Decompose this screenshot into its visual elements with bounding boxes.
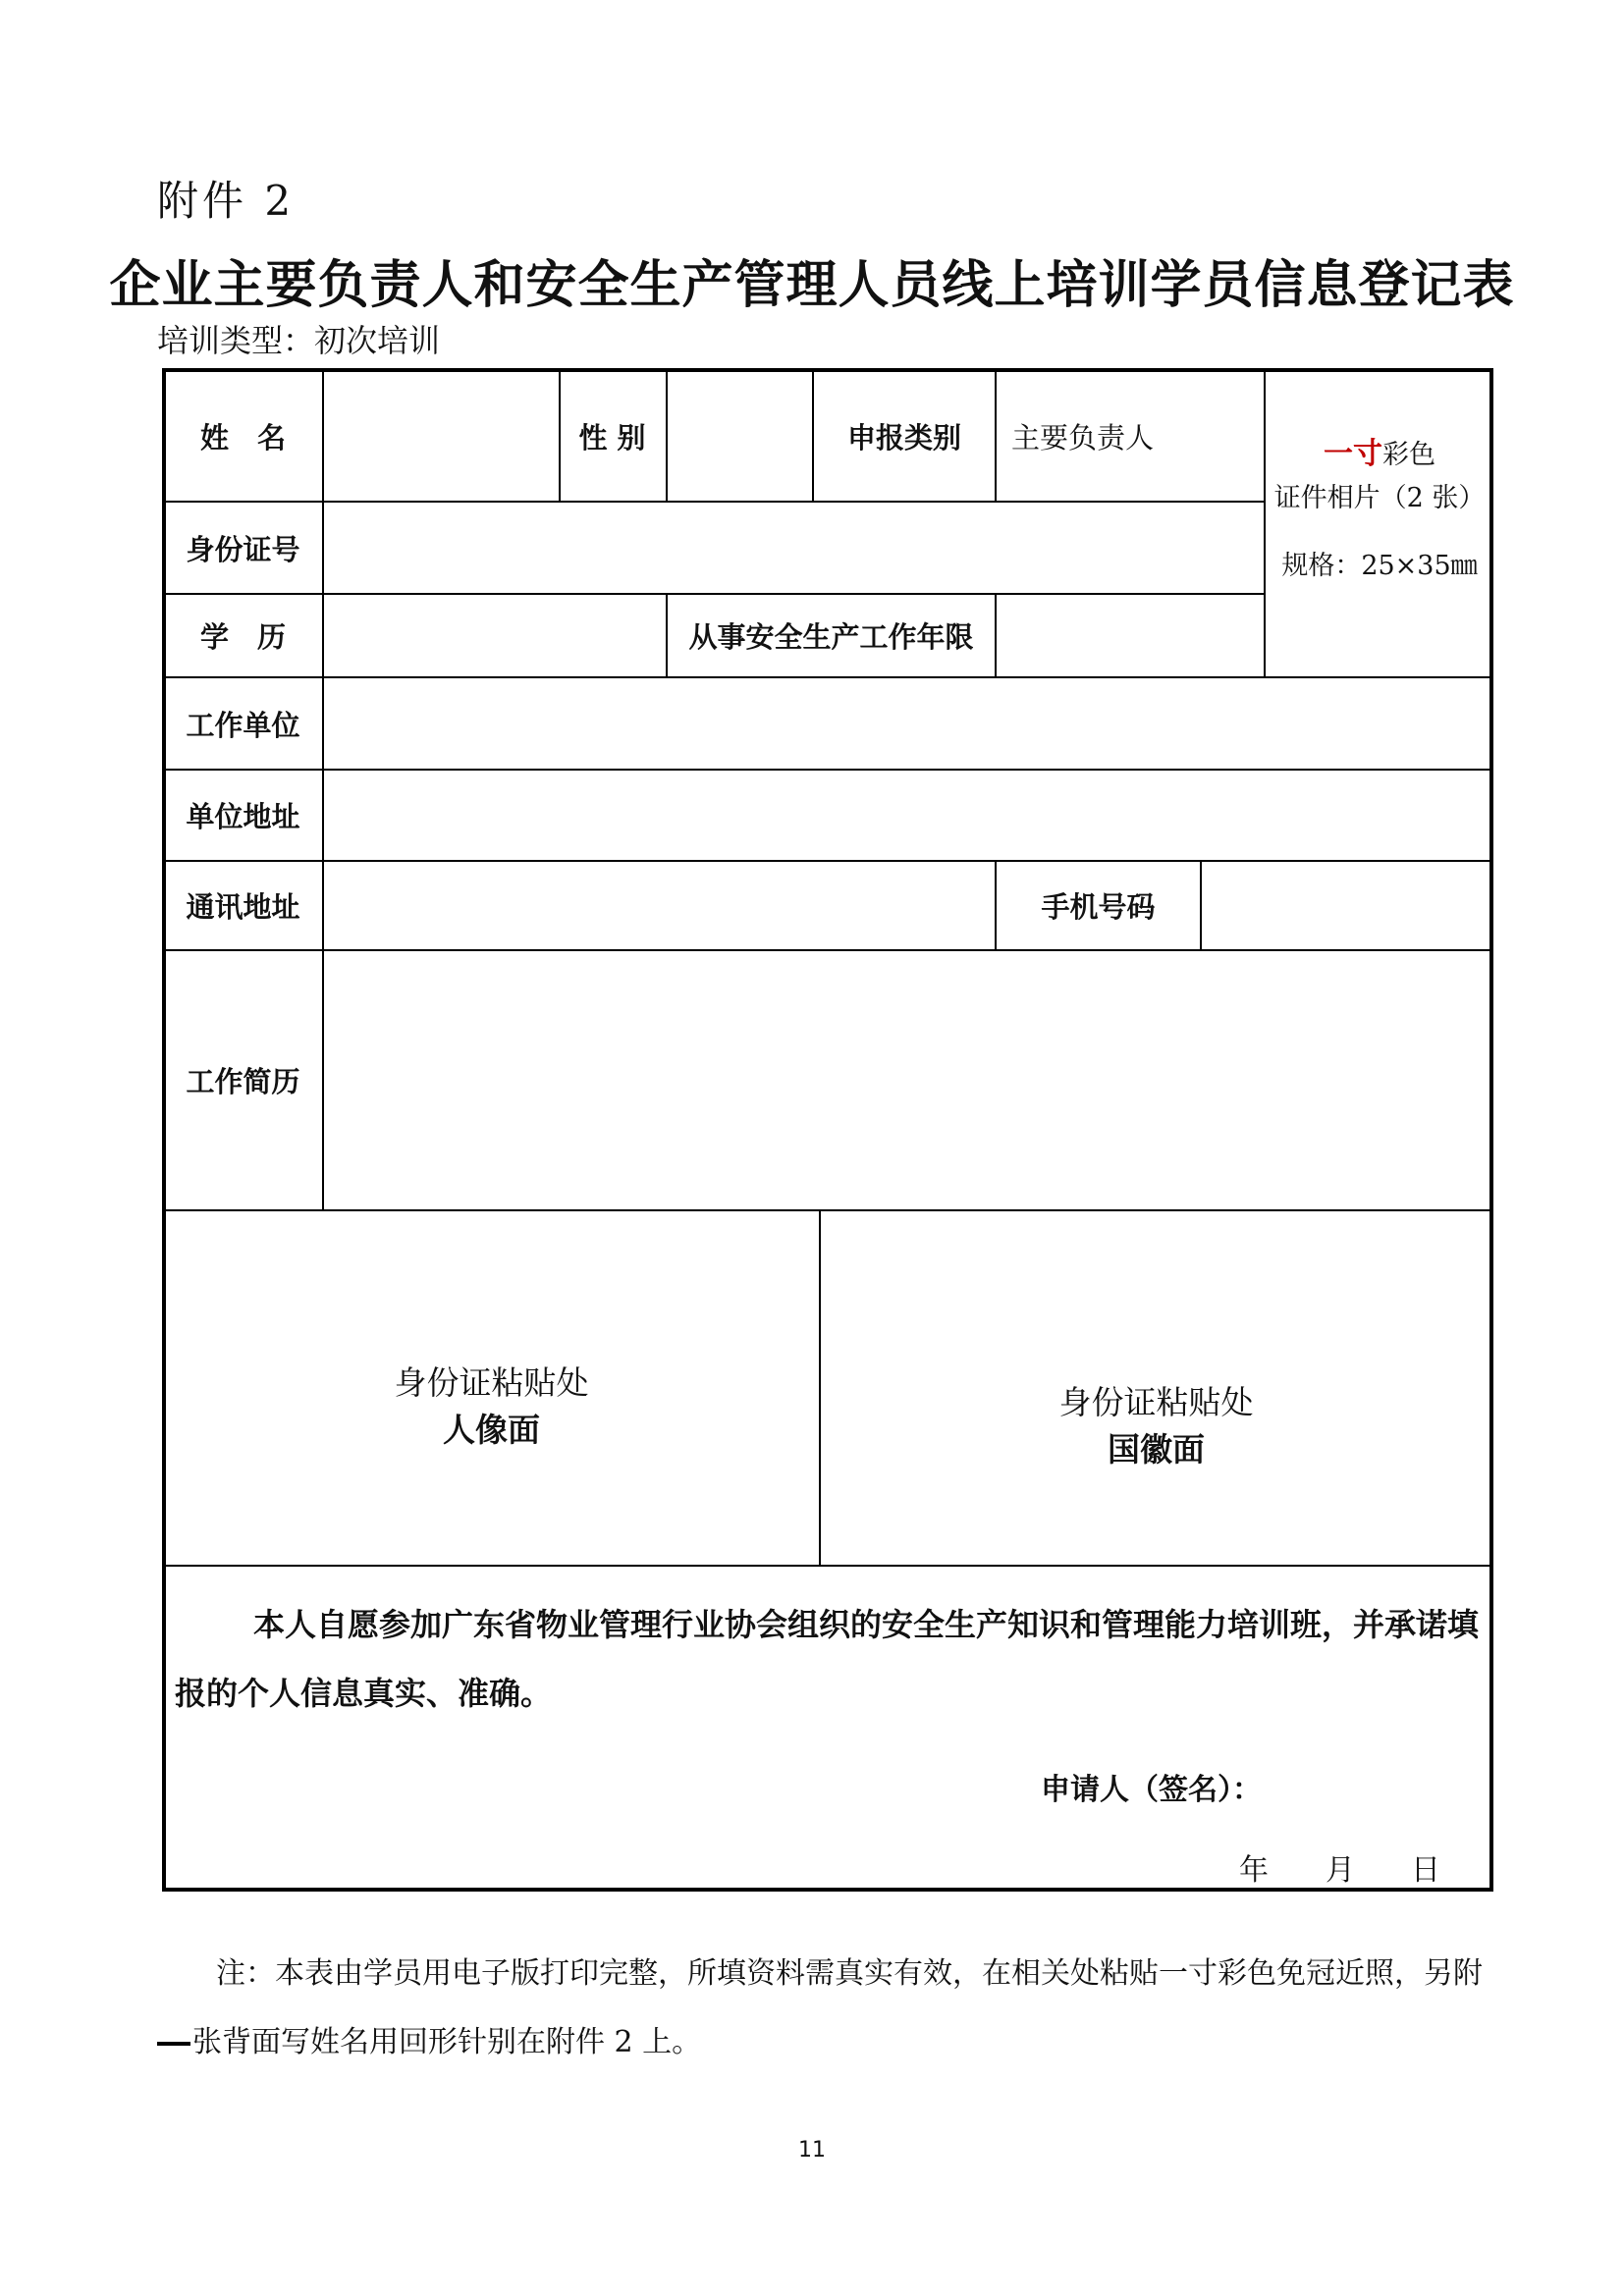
declaration-text: 本人自愿参加广东省物业管理行业协会组织的安全生产知识和管理能力培训班，并承诺填报的个人信息真实、准确。 <box>175 1606 1480 1712</box>
employer-label: 工作单位 <box>186 708 300 742</box>
photo-count: 证件相片（2 张） <box>1273 482 1486 513</box>
employer-field[interactable] <box>324 678 1491 769</box>
photo-size-red: 一寸 <box>1324 437 1382 471</box>
gender-field[interactable] <box>668 372 812 501</box>
page-number: 11 <box>798 2138 826 2163</box>
photo-spec: 规格：25×35㎜ <box>1281 551 1478 582</box>
id-back-line1: 身份证粘贴处 <box>1058 1383 1254 1421</box>
photo-size-rest: 彩色 <box>1382 440 1435 470</box>
employer-address-field[interactable] <box>324 771 1491 860</box>
mail-address-label: 通讯地址 <box>186 890 300 924</box>
footnote-line2: 张背面写姓名用回形针别在附件 2 上。 <box>192 2025 702 2059</box>
mobile-label: 手机号码 <box>1041 890 1156 924</box>
attachment-label: 附件 2 <box>157 177 296 225</box>
date-year: 年 <box>1239 1853 1269 1888</box>
apply-type-value[interactable]: 主要负责人 <box>1011 421 1155 454</box>
id-front-paste-area <box>164 1360 819 1454</box>
page-title: 企业主要负责人和安全生产管理人员线上培训学员信息登记表 <box>109 256 1515 315</box>
name-label: 姓 名 <box>199 421 286 454</box>
employer-address-label: 单位地址 <box>186 800 300 833</box>
id-number-label: 身份证号 <box>186 532 300 566</box>
apply-type-label: 申报类别 <box>846 421 961 454</box>
id-front-line1: 身份证粘贴处 <box>394 1363 589 1402</box>
resume-field[interactable] <box>324 951 1491 1209</box>
education-label: 学 历 <box>199 620 286 654</box>
date-month: 月 <box>1326 1853 1355 1888</box>
mail-address-field[interactable] <box>324 862 995 949</box>
id-front-line2: 人像面 <box>443 1410 540 1449</box>
id-back-line2: 国徽面 <box>1108 1429 1205 1468</box>
footnote-line1: 注：本表由学员用电子版打印完整，所填资料需真实有效，在相关处粘贴一寸彩色免冠近照，另附 <box>216 1956 1483 1991</box>
id-back-paste-area <box>821 1379 1491 1473</box>
work-years-label: 从事安全生产工作年限 <box>688 620 974 654</box>
id-number-field[interactable] <box>324 503 1264 593</box>
training-type: 培训类型：初次培训 <box>157 322 441 359</box>
work-years-field[interactable] <box>997 595 1264 676</box>
dash-mark <box>157 2042 190 2046</box>
signature-label: 申请人（签名）： <box>1041 1773 1262 1807</box>
footnote <box>157 1940 1483 2077</box>
resume-label: 工作简历 <box>186 1065 300 1098</box>
photo-area <box>1266 432 1493 587</box>
date-day: 日 <box>1411 1853 1440 1888</box>
mobile-field[interactable] <box>1202 862 1491 949</box>
name-field[interactable] <box>324 372 559 501</box>
gender-label: 性 别 <box>578 421 646 454</box>
education-field[interactable] <box>324 595 666 676</box>
